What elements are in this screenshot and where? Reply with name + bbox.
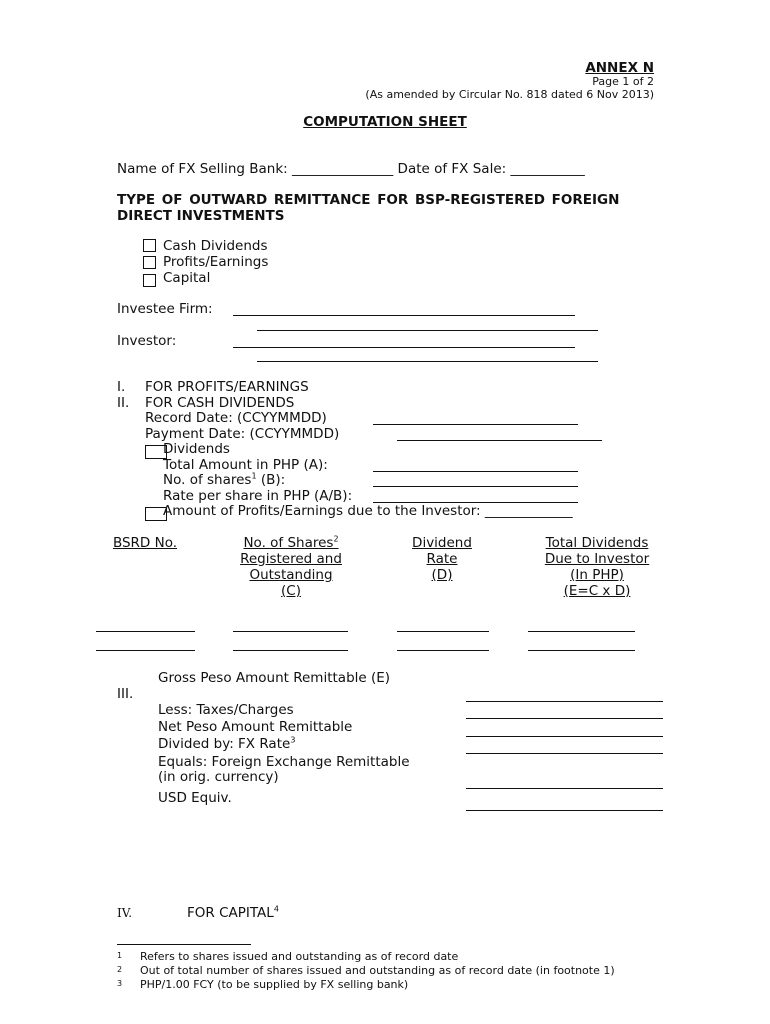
capital-checkbox[interactable] bbox=[143, 274, 156, 287]
orig-currency-label: (in orig. currency) bbox=[158, 769, 279, 785]
less-taxes-line[interactable] bbox=[466, 718, 663, 719]
table-row-2-total[interactable] bbox=[528, 650, 635, 651]
profits-earnings-checkbox[interactable] bbox=[143, 256, 156, 269]
investor-line-1[interactable] bbox=[233, 347, 575, 348]
fx-rate-label: Divided by: FX Rate$^3$ bbox=[158, 735, 296, 752]
total-amount-line[interactable] bbox=[373, 471, 578, 472]
bank-name-line: Name of FX Selling Bank: _______________ Date of FX Sale: ___________ bbox=[117, 161, 585, 177]
total-amount-label: Total Amount in PHP (A): bbox=[163, 457, 328, 473]
record-date-line[interactable] bbox=[373, 424, 578, 425]
gross-amount-label: Gross Peso Amount Remittable (E) bbox=[158, 670, 391, 686]
page-title: COMPUTATION SHEET bbox=[303, 114, 467, 130]
section-3-number: III. bbox=[117, 686, 134, 702]
footnote-3-number: 3 bbox=[117, 979, 123, 988]
section-2-number: II. bbox=[117, 395, 130, 411]
footnote-2-text: Out of total number of shares issued and outstanding as of record date (in footnote 1) bbox=[140, 964, 615, 977]
gross-amount-line[interactable] bbox=[466, 701, 663, 702]
payment-date-line[interactable] bbox=[397, 440, 602, 441]
section-1-label: FOR PROFITS/EARNINGS bbox=[145, 379, 309, 395]
type-heading-line1: TYPE OF OUTWARD REMITTANCE FOR BSP-REGISTERED FOREIGN bbox=[117, 192, 620, 208]
investee-line-1[interactable] bbox=[233, 315, 575, 316]
annex-label: ANNEX N bbox=[585, 60, 654, 76]
section-4-number: IV. bbox=[117, 906, 133, 920]
fx-rate-line[interactable] bbox=[466, 753, 663, 754]
footnote-3-text: PHP/1.00 FCY (to be supplied by FX selling bank) bbox=[140, 978, 409, 991]
net-amount-label: Net Peso Amount Remittable bbox=[158, 719, 353, 735]
amendment-note: (As amended by Circular No. 818 dated 6 Nov 2013) bbox=[365, 88, 654, 101]
option-capital: Capital bbox=[163, 270, 211, 286]
rate-per-share-label: Rate per share in PHP (A/B): bbox=[163, 488, 353, 504]
less-taxes-label: Less: Taxes/Charges bbox=[158, 702, 294, 718]
footnote-1-number: 1 bbox=[117, 951, 123, 960]
option-profits-earnings: Profits/Earnings bbox=[163, 254, 269, 270]
dividends-label: Dividends bbox=[163, 441, 230, 457]
table-row-2-shares[interactable] bbox=[233, 650, 348, 651]
footnote-1-text: Refers to shares issued and outstanding as of record date bbox=[140, 950, 459, 963]
fx-remittable-label: Equals: Foreign Exchange Remittable bbox=[158, 754, 410, 770]
table-row-1-bsrd[interactable] bbox=[96, 631, 195, 632]
fx-remittable-line[interactable] bbox=[466, 788, 663, 789]
table-row-2-rate[interactable] bbox=[397, 650, 489, 651]
usd-equiv-label: USD Equiv. bbox=[158, 790, 232, 806]
investor-label: Investor: bbox=[117, 333, 177, 349]
table-row-1-rate[interactable] bbox=[397, 631, 489, 632]
page-number: Page 1 of 2 bbox=[592, 75, 654, 88]
table-row-2-bsrd[interactable] bbox=[96, 650, 195, 651]
net-amount-line[interactable] bbox=[466, 736, 663, 737]
cash-dividends-checkbox[interactable] bbox=[143, 239, 156, 252]
col-header-total-dividends: Total Dividends Due to Investor (In PHP) (E=C x D) bbox=[544, 535, 650, 599]
col-header-shares: No. of Shares$^2$ Registered and Outstanding (C) bbox=[240, 534, 342, 599]
col-header-dividend-rate: Dividend Rate (D) bbox=[412, 535, 472, 583]
table-row-1-shares[interactable] bbox=[233, 631, 348, 632]
payment-date-label: Payment Date: (CCYYMMDD) bbox=[145, 426, 340, 442]
option-cash-dividends: Cash Dividends bbox=[163, 238, 268, 254]
no-of-shares-line[interactable] bbox=[373, 486, 578, 487]
col-header-bsrd: BSRD No. bbox=[112, 535, 178, 551]
record-date-label: Record Date: (CCYYMMDD) bbox=[145, 410, 327, 426]
section-4-label: FOR CAPITAL$^4$ bbox=[187, 904, 279, 921]
type-heading-line2: DIRECT INVESTMENTS bbox=[117, 208, 285, 224]
section-2-label: FOR CASH DIVIDENDS bbox=[145, 395, 295, 411]
amount-profits-label: Amount of Profits/Earnings due to the Investor: _____________ bbox=[163, 503, 573, 519]
no-of-shares-label: No. of shares$^1$ (B): bbox=[163, 471, 286, 488]
investee-line-2[interactable] bbox=[257, 330, 598, 331]
footnote-separator bbox=[117, 944, 251, 945]
table-row-1-total[interactable] bbox=[528, 631, 635, 632]
footnote-2-number: 2 bbox=[117, 965, 123, 974]
investor-line-2[interactable] bbox=[257, 361, 598, 362]
section-1-number: I. bbox=[117, 379, 126, 395]
investee-label: Investee Firm: bbox=[117, 301, 213, 317]
usd-equiv-line[interactable] bbox=[466, 810, 663, 811]
